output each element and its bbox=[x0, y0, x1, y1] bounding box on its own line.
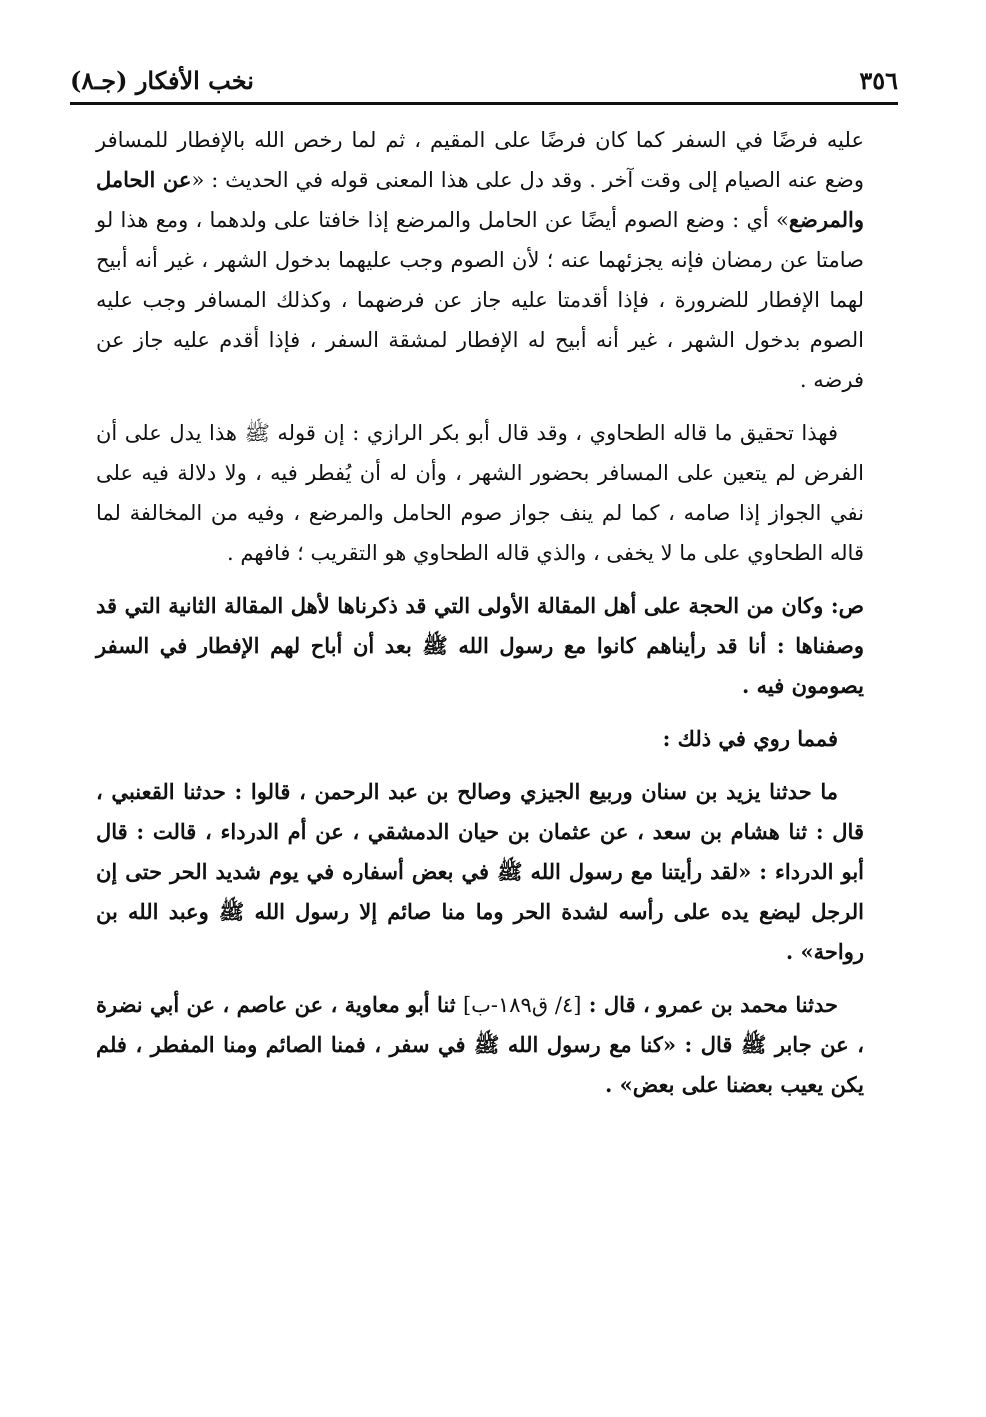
page-number: ٣٥٦ bbox=[859, 65, 898, 95]
paragraph-3-matn: ص: وكان من الحجة على أهل المقالة الأولى التي قد ذكرناها لأهل المقالة الثانية التي قد وصفناها : أنا قد رأيناهم كانوا مع رسول الله ﷺ بعد أن أباح لهم الإفطار في السفر يصومون فيه . bbox=[96, 593, 864, 698]
paragraph-4-heading: فمما روي في ذلك : bbox=[662, 726, 838, 751]
paragraph-1 bbox=[96, 120, 864, 400]
paragraph-6-text-b: ثنا أبو معاوية ، عن عاصم ، عن أبي نضرة ، عن جابر ﷺ قال : «كنا مع رسول الله ﷺ في سفر ، فمنا الصائم ومنا المفطر ، فلم يكن يعيب بعضنا على بعض» . bbox=[96, 992, 864, 1097]
manuscript-reference: [٤/ ق١٨٩-ب] bbox=[462, 993, 582, 1017]
paragraph-6-hadith bbox=[96, 985, 864, 1105]
running-header bbox=[70, 62, 898, 98]
header-rule bbox=[70, 102, 898, 105]
hadith-quote-bold: عن الحامل والمرضع bbox=[96, 167, 864, 232]
paragraph-2: فهذا تحقيق ما قاله الطحاوي ، وقد قال أبو بكر الرازي : إن قوله ﷺ هذا يدل على أن الفرض لم يتعين على المسافر بحضور الشهر ، وأن له أن يُفطر فيه ، ولا دلالة فيه على نفي الجواز إذا صامه ، كما لم ينف جواز صوم الحامل والمرضع ، وفيه من المخالفة لما قاله الطحاوي على ما لا يخفى ، والذي قاله الطحاوي هو التقريب ؛ فافهم . bbox=[96, 421, 864, 565]
book-title: نخب الأفكار (جـ٨) bbox=[70, 65, 254, 95]
paragraph-5-hadith: ما حدثنا يزيد بن سنان وربيع الجيزي وصالح بن عبد الرحمن ، قالوا : حدثنا القعنبي ، قال : ثنا هشام بن سعد ، عن عثمان بن حيان الدمشقي ، عن أم الدرداء ، قالت : قال أبو الدرداء : «لقد رأيتنا مع رسول الله ﷺ في بعض أسفاره في يوم شديد الحر حتى إن الرجل ليضع يده على رأسه لشدة الحر وما منا صائم إلا رسول الله ﷺ وعبد الله بن رواحة» . bbox=[96, 779, 864, 964]
paragraph-1-text-a: عليه فرضًا في السفر كما كان فرضًا على المقيم ، ثم لما رخص الله بالإفطار للمسافر وضع عنه الصيام إلى وقت آخر . وقد دل على هذا المعنى قوله في الحديث : « bbox=[96, 128, 864, 192]
paragraph-1-text-b: » أي : وضع الصوم أيضًا عن الحامل والمرضع إذا خافتا على ولدهما ، ومع هذا لو صامتا عن رمضان فإنه يجزئهما عنه ؛ لأن الصوم وجب عليهما بدخول الشهر ، غير أنه أبيح لهما الإفطار للضرورة ، فإذا أقدمتا عليه جاز عن فرضهما ، وكذلك المسافر وجب عليه الصوم بدخول الشهر ، غير أنه أبيح له الإفطار لمشقة السفر ، فإذا أقدم عليه جاز عن فرضه . bbox=[96, 208, 864, 392]
paragraph-6-text-a: حدثنا محمد بن عمرو ، قال : bbox=[581, 992, 838, 1017]
page-body bbox=[96, 120, 864, 1118]
